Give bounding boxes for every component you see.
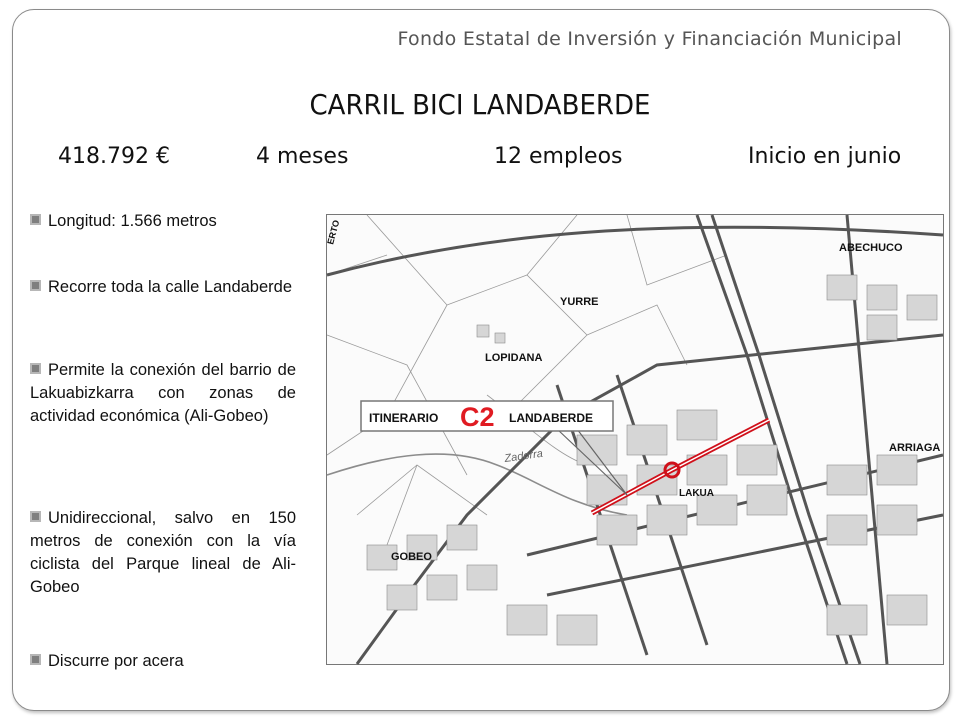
bullet-square-icon xyxy=(30,654,41,665)
callout-prefix: ITINERARIO xyxy=(369,411,439,425)
bullet-square-icon xyxy=(30,363,41,374)
map-label-abechuco: ABECHUCO xyxy=(839,242,903,254)
bullet-square-icon xyxy=(30,214,41,225)
bullet-item: Recorre toda la calle Landaberde xyxy=(30,276,296,299)
bullet-item: Longitud: 1.566 metros xyxy=(30,210,296,233)
route-map xyxy=(326,214,944,665)
bullet-square-icon xyxy=(30,280,41,291)
map-label-arriaga: ARRIAGA xyxy=(889,442,941,454)
stat-budget: 418.792 € xyxy=(58,144,170,169)
stat-duration: 4 meses xyxy=(256,144,349,169)
map-label-corner: ERTO xyxy=(325,218,342,246)
bullet-item: Permite la conexión del barrio de Lakuabizkarra con zonas de actividad económica (Ali-Gobeo) xyxy=(30,361,296,425)
bullet-item: Discurre por acera xyxy=(30,650,296,673)
stat-jobs: 12 empleos xyxy=(494,144,623,169)
map-label-yurre: YURRE xyxy=(560,296,599,308)
slide-title: CARRIL BICI LANDABERDE xyxy=(309,88,651,121)
map-label-lopidana: LOPIDANA xyxy=(485,352,543,364)
callout-code: C2 xyxy=(460,402,495,432)
bullet-item: Unidireccional, salvo en 150 metros de conexión con la vía ciclista del Parque lineal de Ali-Gobeo xyxy=(30,509,296,596)
map-label-gobeo: GOBEO xyxy=(391,551,432,563)
stat-start: Inicio en junio xyxy=(748,144,902,169)
map-label-zadorra: Zadorra xyxy=(503,447,544,465)
callout-name: LANDABERDE xyxy=(509,411,593,425)
map-label-lakua: LAKUA xyxy=(679,488,714,499)
slide-subtitle: Fondo Estatal de Inversión y Financiación Municipal xyxy=(397,28,902,50)
bullet-square-icon xyxy=(30,511,41,522)
route-map-svg xyxy=(327,215,943,664)
